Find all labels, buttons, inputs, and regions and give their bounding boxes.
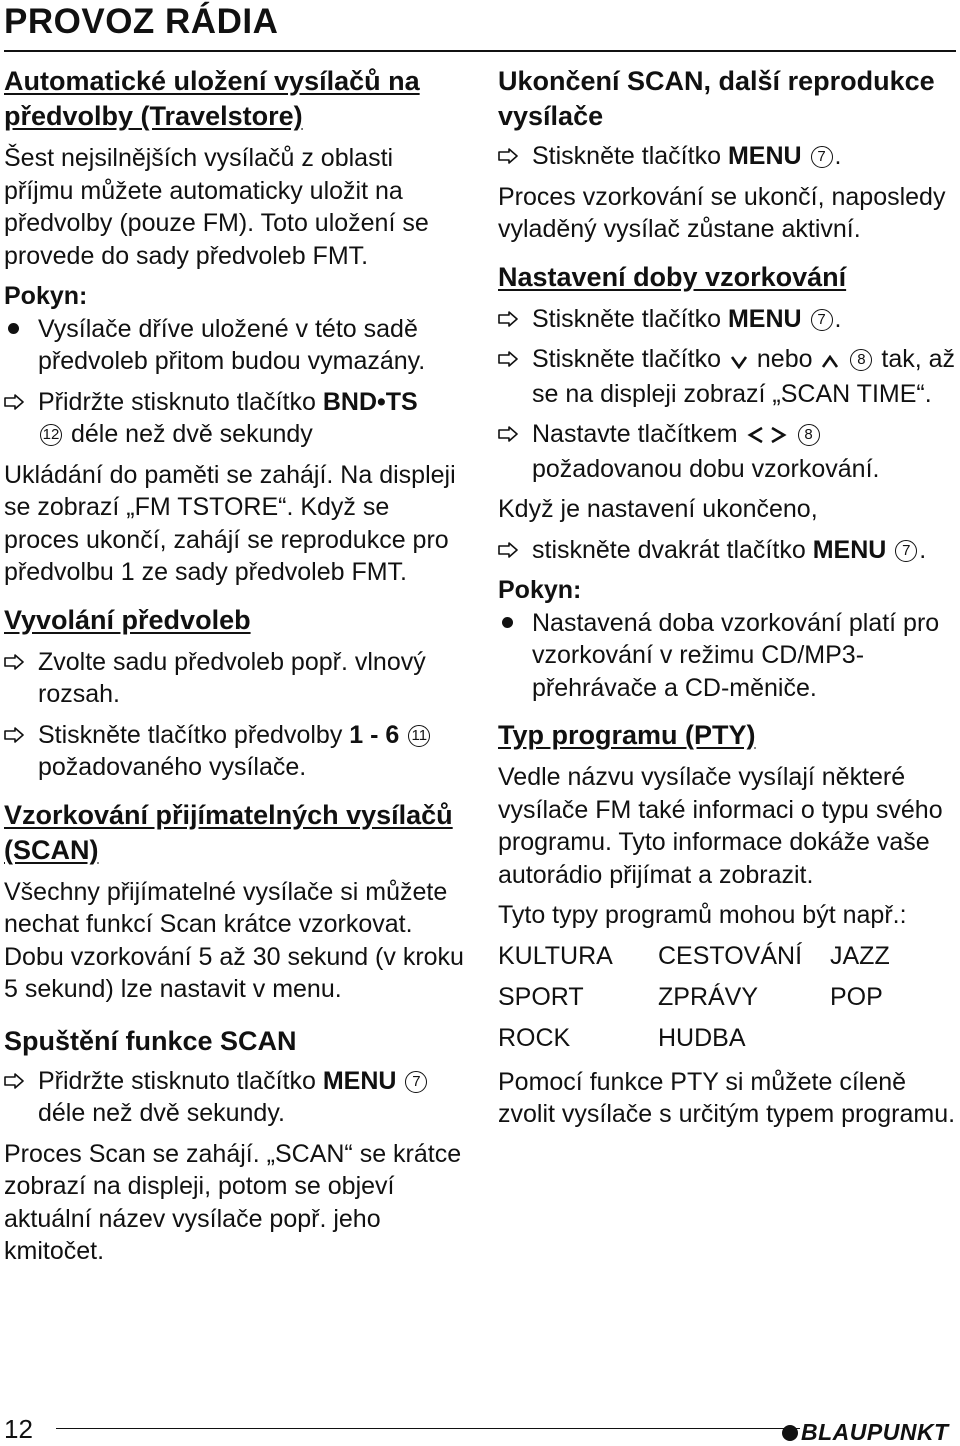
paragraph-program-types: Tyto typy programů mohou být např.: — [498, 901, 907, 929]
key-label: MENU — [727, 304, 802, 333]
step-text: déle než dvě sekundy — [70, 420, 313, 448]
note-label: Pokyn: — [498, 576, 582, 604]
step-arrow-icon — [498, 542, 518, 558]
program-type: CESTOVÁNÍ — [658, 941, 803, 970]
footer-rule — [56, 1428, 800, 1429]
note-label: Pokyn: — [4, 282, 88, 310]
step-arrow-icon — [4, 394, 24, 410]
chevron-down-icon — [730, 345, 748, 378]
step-text: Nastavte tlačítkem — [532, 420, 738, 448]
step-item: Stiskněte tlačítko MENU 7 . — [498, 140, 956, 173]
step-text: Přidržte stisknuto tlačítko — [38, 1066, 316, 1095]
key-label: 1 - 6 — [349, 720, 400, 749]
bullet-text: Nastavená doba vzorkování platí pro vzorkování v režimu CD/MP3-přehrávače a CD-měniče. — [532, 608, 940, 702]
left-column — [4, 64, 464, 1276]
program-type: HUDBA — [658, 1023, 746, 1052]
program-type: JAZZ — [830, 941, 890, 970]
bullet-text: Vysílače dříve uložené v této sadě předvoleb přitom budou vymazány. — [38, 314, 426, 375]
brand-dot-icon — [782, 1425, 798, 1441]
key-label: MENU — [727, 142, 802, 170]
step-arrow-icon — [4, 1073, 24, 1089]
key-number-badge: 7 — [405, 1071, 427, 1093]
step-text: požadovanou dobu vzorkování. — [532, 454, 880, 483]
heading-pty: Typ programu (PTY) — [498, 720, 756, 750]
heading-stop-scan: Ukončení SCAN, další reprodukce vysílače — [498, 66, 935, 131]
step-item: stiskněte dvakrát tlačítko MENU 7 . — [498, 534, 956, 567]
program-type: SPORT — [498, 982, 584, 1011]
step-text: Stiskněte tlačítko předvolby — [38, 720, 343, 749]
key-number-badge: 7 — [895, 540, 917, 562]
key-label: BND•TS — [322, 387, 418, 416]
program-type: ZPRÁVY — [658, 982, 759, 1011]
page-title: PROVOZ RÁDIA — [4, 2, 279, 41]
heading-start-scan: Spuštění funkce SCAN — [4, 1025, 297, 1056]
program-type: ROCK — [498, 1023, 571, 1052]
step-item: Stiskněte tlačítko MENU 7 . — [498, 303, 956, 336]
key-number-badge: 7 — [811, 309, 833, 331]
key-number-badge: 11 — [408, 725, 430, 747]
program-type-table — [498, 940, 956, 1054]
paragraph-pty-select: Pomocí funkce PTY si můžete cíleně zvolit vysílače s určitým typem programu. — [498, 1067, 956, 1128]
title-rule — [4, 50, 956, 52]
step-text: stiskněte dvakrát tlačítko — [532, 535, 806, 564]
step-text: Stiskněte tlačítko — [532, 345, 721, 373]
step-text: požadovaného vysílače. — [38, 753, 307, 781]
key-label: MENU — [322, 1066, 397, 1095]
bullet-dot-icon — [502, 617, 513, 628]
key-number-badge: 12 — [40, 424, 62, 446]
step-item — [4, 386, 464, 451]
step-text: Zvolte sadu předvoleb popř. vlnový rozsah. — [38, 647, 426, 708]
step-arrow-icon — [498, 148, 518, 164]
step-arrow-icon — [498, 311, 518, 327]
step-arrow-icon — [498, 351, 518, 367]
bullet-item — [498, 607, 956, 705]
bullet-dot-icon — [8, 323, 19, 334]
brand-name: BLAUPUNKT — [801, 1419, 949, 1445]
heading-travelstore: Automatické uložení vysílačů na předvolby (Travelstore) — [4, 66, 420, 131]
key-number-badge: 7 — [811, 146, 833, 168]
program-type: POP — [830, 982, 883, 1011]
step-text: Stiskněte tlačítko — [532, 142, 721, 170]
step-arrow-icon — [4, 727, 24, 743]
step-item — [4, 719, 464, 784]
step-text: Stiskněte tlačítko — [532, 304, 721, 333]
step-text: nebo — [756, 345, 813, 373]
heading-recall-presets: Vyvolání předvoleb — [4, 604, 251, 635]
paragraph-travelstore: Šest nejsilnějších vysílačů z oblasti příjmu můžete automaticky uložit na předvolby (pouze FM). Toto uložení se provede do sady předvoleb FMT. — [4, 144, 429, 270]
paragraph-storing: Ukládání do paměti se zahájí. Na displeji se zobrazí „FM TSTORE“. Když se proces ukončí, zahájí se reprodukce pro předvolbu 1 ze sady předvoleb FMT. — [4, 460, 456, 586]
step-arrow-icon — [498, 426, 518, 442]
paragraph-scan: Všechny přijímatelné vysílače si můžete nechat funkcí Scan krátce vzorkovat. Dobu vzorkování 5 až 30 sekund (v kroku 5 sekund) lze nastavit v menu. — [4, 877, 464, 1003]
chevron-left-right-icon — [747, 420, 787, 453]
brand-logo — [782, 1419, 949, 1446]
page-number: 12 — [4, 1414, 33, 1444]
paragraph-scan-process: Proces Scan se zahájí. „SCAN“ se krátce zobrazí na displeji, potom se objeví aktuální název vysílače popř. jeho kmitočet. — [4, 1139, 462, 1265]
right-column — [498, 64, 956, 1139]
paragraph-pty: Vedle názvu vysílače vysílají některé vysílače FM také informaci o typu svého programu. Tyto informace dokáže vaše autorádio přijímat a zobrazit. — [498, 763, 943, 889]
key-number-badge: 8 — [850, 349, 872, 371]
paragraph-stop-scan: Proces vzorkování se ukončí, naposledy vyladěný vysílač zůstane aktivní. — [498, 182, 946, 243]
step-arrow-icon — [4, 654, 24, 670]
step-item — [4, 1065, 464, 1130]
heading-scan-time: Nastavení doby vzorkování — [498, 261, 847, 292]
bullet-item — [4, 313, 464, 378]
program-type: KULTURA — [498, 941, 613, 970]
program-type — [830, 1022, 956, 1054]
chevron-up-icon — [821, 345, 839, 378]
step-item — [498, 343, 956, 410]
key-label: MENU — [812, 535, 887, 564]
step-text: tak, až se na displeji zobrazí „SCAN TIME“. — [532, 345, 956, 408]
step-text: déle než dvě sekundy. — [38, 1099, 285, 1127]
key-number-badge: 8 — [798, 424, 820, 446]
paragraph-setting-done: Když je nastavení ukončeno, — [498, 495, 818, 523]
heading-scan: Vzorkování přijímatelných vysílačů (SCAN) — [4, 799, 453, 865]
step-text: Přidržte stisknuto tlačítko — [38, 387, 316, 416]
step-item — [498, 418, 956, 485]
step-item — [4, 646, 464, 711]
